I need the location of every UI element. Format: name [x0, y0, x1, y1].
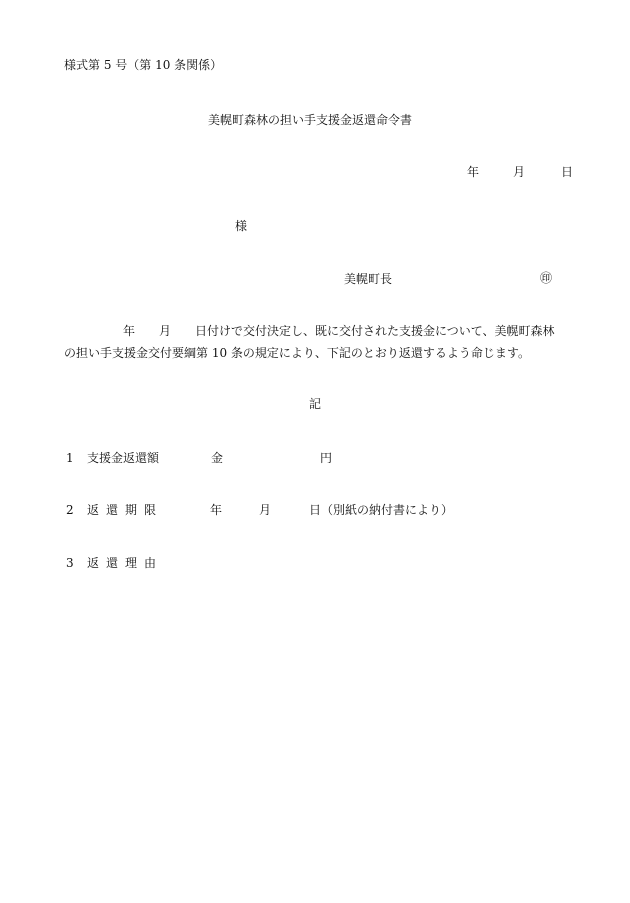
date-month-label: 月	[513, 165, 526, 179]
item-1-en-label: 円	[320, 451, 333, 465]
date-year-label: 年	[467, 165, 480, 179]
item-2-number: 2	[66, 503, 74, 517]
item-1-number: 1	[66, 451, 74, 465]
body-text-line-2: の担い手支援金交付要綱第 10 条の規定により、下記のとおり返還するよう命じます。	[64, 346, 530, 360]
addressee-honorific: 様	[235, 219, 248, 233]
form-number: 様式第 5 号（第 10 条関係）	[64, 58, 223, 72]
item-3-label: 返還理由	[87, 556, 164, 570]
body-text-line-1: 年 月 日付けで交付決定し、既に交付された支援金について、美幌町森林	[123, 324, 555, 338]
item-2-day-note: 日（別紙の納付書により）	[309, 503, 454, 517]
item-2-month-label: 月	[259, 503, 272, 517]
ki-heading: 記	[309, 397, 322, 411]
item-3-number: 3	[66, 556, 74, 570]
item-1-label: 支援金返還額	[87, 451, 160, 465]
seal-mark: ㊞	[540, 271, 553, 285]
issuer-title: 美幌町長	[344, 272, 393, 286]
item-2-label: 返還期限	[87, 503, 164, 517]
date-line	[467, 166, 573, 178]
item-1-kin-label: 金	[211, 451, 224, 465]
date-day-label: 日	[561, 165, 574, 179]
document-title: 美幌町森林の担い手支援金返還命令書	[208, 113, 413, 127]
item-2-year-label: 年	[210, 503, 223, 517]
